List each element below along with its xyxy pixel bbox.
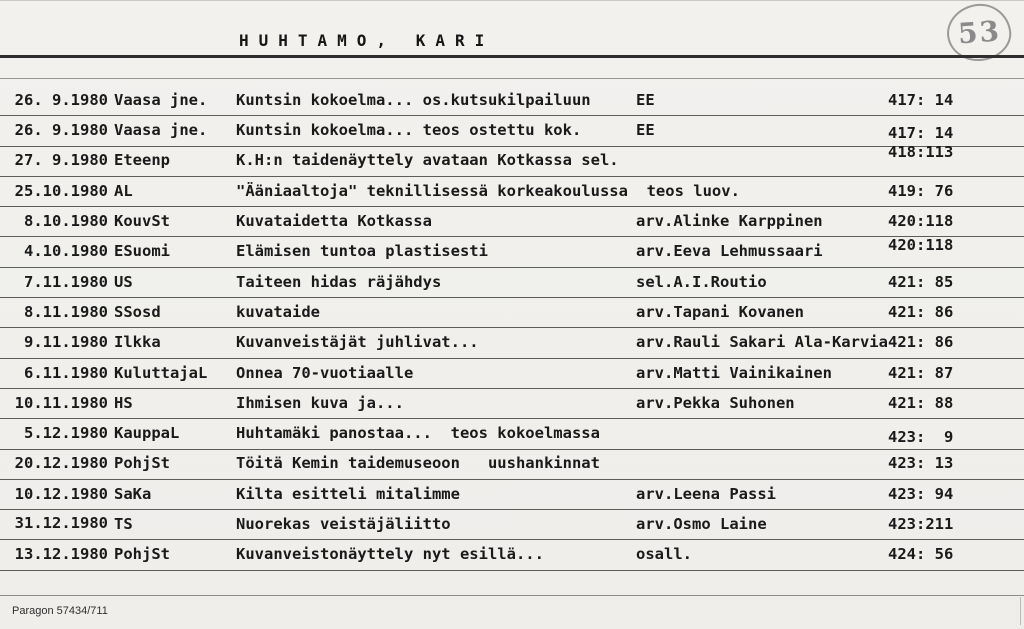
- entry-date: 10.11.1980: [14, 393, 108, 412]
- entry-date: 5.12.1980: [24, 424, 108, 443]
- entry-source: KauppaL: [114, 424, 180, 443]
- table-row: [0, 359, 1024, 389]
- entry-note: EE: [636, 90, 655, 109]
- entry-source: US: [114, 272, 133, 291]
- entry-note: osall.: [636, 545, 692, 564]
- entry-source: Ilkka: [114, 333, 161, 352]
- table-row: [0, 328, 1024, 358]
- entry-ref: 423: 9: [888, 428, 954, 447]
- entry-source: Vaasa jne.: [114, 90, 208, 109]
- entry-ref: 421: 85: [888, 272, 954, 291]
- entry-title: Taiteen hidas räjähdys: [236, 272, 442, 291]
- entry-title: Kuntsin kokoelma... teos ostettu kok.: [236, 121, 582, 140]
- entry-ref: 423: 94: [888, 484, 954, 503]
- entry-title: Kilta esitteli mitalimme: [236, 484, 460, 503]
- entry-ref: 421: 86: [888, 302, 954, 321]
- footer-rule: [0, 595, 1024, 596]
- entry-title: "Ääniaaltoja" teknillisessä korkeakoulussa teos luov.: [236, 181, 740, 200]
- entry-title: Kuntsin kokoelma... os.kutsukilpailuun: [236, 90, 591, 109]
- entry-ref: 420:118: [888, 236, 954, 255]
- scan-edge-line: [1020, 597, 1021, 625]
- entry-date: 6.11.1980: [24, 363, 108, 382]
- page-number: 53: [956, 14, 1002, 51]
- table-row: [0, 298, 1024, 328]
- entry-source: Vaasa jne.: [114, 121, 208, 140]
- table-row: [0, 450, 1024, 480]
- entry-title: Kuvanveistonäyttely nyt esillä...: [236, 545, 544, 564]
- table-row: [0, 116, 1024, 146]
- entry-note: arv.Eeva Lehmussaari: [636, 242, 823, 261]
- table-row: [0, 207, 1024, 237]
- entry-source: PohjSt: [114, 454, 170, 473]
- table-row: [0, 86, 1024, 116]
- entry-source: SSosd: [114, 302, 161, 321]
- entry-date: 9.11.1980: [24, 333, 108, 352]
- entry-title: Töitä Kemin taidemuseoon uushankinnat: [236, 454, 600, 473]
- entry-ref: 419: 76: [888, 181, 954, 200]
- entry-source: PohjSt: [114, 545, 170, 564]
- entry-ref: 417: 14: [888, 124, 954, 143]
- entry-date: 26. 9.1980: [14, 90, 108, 109]
- card-title: HUHTAMO, KARI: [239, 31, 495, 50]
- entry-date: 7.11.1980: [24, 272, 108, 291]
- entry-ref: 423:211: [888, 515, 954, 534]
- form-imprint: Paragon 57434/711: [12, 605, 108, 617]
- entry-title: Ihmisen kuva ja...: [236, 393, 404, 412]
- entries-table: [0, 86, 1024, 571]
- table-row: [0, 480, 1024, 510]
- entry-date: 10.12.1980: [14, 484, 108, 503]
- entry-title: Nuorekas veistäjäliitto: [236, 515, 451, 534]
- entry-ref: 421: 88: [888, 393, 954, 412]
- table-row: [0, 419, 1024, 449]
- entry-title: kuvataide: [236, 302, 320, 321]
- entry-ref: 418:113: [888, 143, 954, 162]
- entry-date: 4.10.1980: [24, 242, 108, 261]
- table-row: [0, 389, 1024, 419]
- entry-note: arv.Osmo Laine: [636, 515, 767, 534]
- entry-ref: 423: 13: [888, 454, 954, 473]
- entry-source: ESuomi: [114, 242, 170, 261]
- entry-note: sel.A.I.Routio: [636, 272, 767, 291]
- entry-date: 27. 9.1980: [14, 151, 108, 170]
- entry-date: 13.12.1980: [14, 545, 108, 564]
- entry-title: Huhtamäki panostaa... teos kokoelmassa: [236, 424, 600, 443]
- table-row: [0, 540, 1024, 570]
- entry-title: K.H:n taidenäyttely avataan Kotkassa sel.: [236, 151, 619, 170]
- entry-note: arv.Leena Passi: [636, 484, 776, 503]
- table-row: [0, 268, 1024, 298]
- table-row: [0, 237, 1024, 267]
- entry-title: Elämisen tuntoa plastisesti: [236, 242, 488, 261]
- entry-ref: 421: 87: [888, 363, 954, 382]
- entry-date: 26. 9.1980: [14, 121, 108, 140]
- entry-note: arv.Matti Vainikainen: [636, 363, 832, 382]
- entry-date: 8.11.1980: [24, 302, 108, 321]
- entry-ref: 417: 14: [888, 90, 954, 109]
- entry-source: HS: [114, 393, 133, 412]
- sub-header-rule: [0, 78, 1024, 79]
- entry-note: arv.Alinke Karppinen: [636, 212, 823, 231]
- entry-ref: 421: 86: [888, 333, 954, 352]
- entry-date: 31.12.1980: [14, 514, 108, 533]
- entry-source: KouvSt: [114, 212, 170, 231]
- entry-note: arv.Tapani Kovanen: [636, 302, 804, 321]
- entry-title: Onnea 70-vuotiaalle: [236, 363, 414, 382]
- entry-ref: 424: 56: [888, 545, 954, 564]
- entry-ref: 420:118: [888, 212, 954, 231]
- entry-note: EE: [636, 121, 655, 140]
- table-row: [0, 510, 1024, 540]
- entry-date: 8.10.1980: [24, 212, 108, 231]
- entry-note: arv.Rauli Sakari Ala-Karvia: [636, 333, 888, 352]
- entry-source: KuluttajaL: [114, 363, 208, 382]
- entry-source: SaKa: [114, 484, 152, 503]
- entry-source: AL: [114, 181, 133, 200]
- entry-note: arv.Pekka Suhonen: [636, 393, 795, 412]
- entry-source: TS: [114, 515, 133, 534]
- top-edge-line: [0, 0, 1024, 1]
- entry-date: 25.10.1980: [14, 181, 108, 200]
- table-row: [0, 143, 1024, 177]
- header-rule: [0, 55, 1024, 58]
- entry-title: Kuvataidetta Kotkassa: [236, 212, 432, 231]
- entry-source: Eteenp: [114, 151, 170, 170]
- entry-date: 20.12.1980: [14, 454, 108, 473]
- table-row: [0, 177, 1024, 207]
- entry-title: Kuvanveistäjät juhlivat...: [236, 333, 479, 352]
